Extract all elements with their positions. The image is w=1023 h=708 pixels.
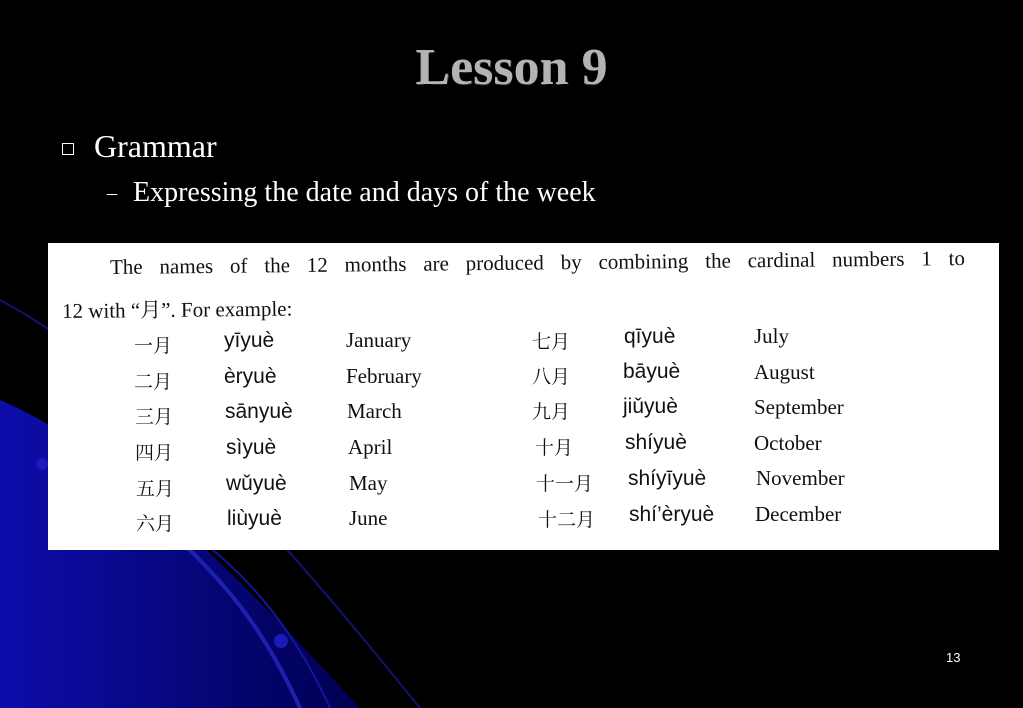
intro-word: produced [465,250,544,276]
month-pinyin: wǔyuè [226,472,287,495]
month-cn: 五月 [136,478,175,500]
intro-word: by [560,250,582,275]
intro-word: 1 [921,246,932,271]
intro-word: 12 [306,252,328,277]
month-cn: 四月 [135,442,174,464]
bullet-text: Grammar [94,128,217,164]
sub-bullet-text: Expressing the date and days of the week [133,177,596,208]
month-cn: 十一月 [536,473,594,495]
month-pinyin: sānyuè [225,400,293,423]
month-pinyin: yīyuè [224,329,275,352]
month-cn: 八月 [532,366,571,388]
intro-word: combining [598,248,689,274]
month-pinyin: èryuè [224,365,277,388]
month-pinyin: liùyuè [227,507,282,530]
intro-word: The [109,254,143,279]
month-en: October [754,431,822,455]
month-en: May [349,471,388,495]
month-en: September [754,395,844,419]
month-pinyin: shíyīyuè [628,467,707,490]
intro-word: cardinal [747,247,816,273]
intro-word: to [948,246,966,271]
intro-word: are [423,251,450,276]
month-cn: 一月 [134,335,173,357]
month-en: June [349,506,388,530]
month-cn: 三月 [135,406,174,428]
dash-bullet-icon: – [107,181,117,204]
month-en: July [754,324,790,348]
month-cn: 九月 [532,401,571,423]
intro-word: months [344,251,407,277]
month-pinyin: shíyuè [625,431,687,454]
month-pinyin: qīyuè [624,325,676,348]
intro-word: of [229,253,248,278]
month-en: April [348,435,393,459]
month-cn: 二月 [134,371,173,393]
month-pinyin: shí’èryuè [629,503,715,526]
month-cn: 十二月 [538,509,596,531]
page-number: 13 [946,650,961,665]
intro-word: names [159,253,214,279]
month-en: February [346,364,422,388]
bullet-grammar [62,128,217,165]
intro-line-2: 12 with “月”. For example: [61,296,293,323]
intro-line-1 [110,246,965,280]
month-en: August [754,360,815,384]
month-en: November [756,466,845,490]
month-pinyin: jiǔyuè [623,395,678,418]
month-cn: 六月 [136,513,175,535]
slide-title: Lesson 9 [415,39,608,96]
month-pinyin: sìyuè [226,436,277,459]
square-bullet-icon [62,143,74,155]
month-en: March [347,399,402,423]
sub-bullet [107,177,596,209]
month-pinyin: bāyuè [623,360,681,383]
months-image-panel [48,243,999,550]
intro-word: the [705,248,731,273]
month-cn: 十月 [535,437,574,459]
month-en: December [755,502,842,526]
month-en: January [346,328,412,352]
intro-word: the [264,253,291,278]
intro-word: numbers [831,246,905,272]
month-cn: 七月 [532,331,571,353]
